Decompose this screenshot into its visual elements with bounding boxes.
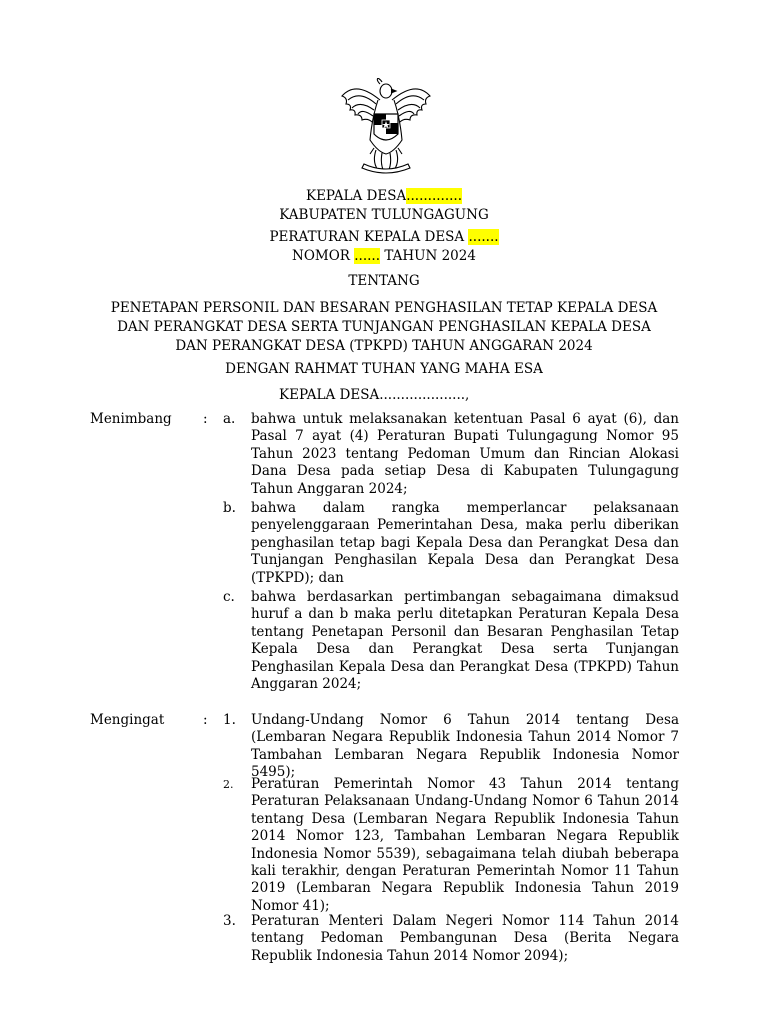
mengingat-item-text: Peraturan Menteri Dalam Negeri Nomor 114 Tahun 2014 tentang Pedoman Pembangunan Desa (Berita Negara Republik Indonesia Tahun 2014 Nomor 2094);: [251, 913, 679, 964]
kepala-desa-blank: .............: [406, 188, 462, 204]
kepala-desa-title: KEPALA DESA.............: [305, 188, 462, 204]
menimbang-item-text: bahwa berdasarkan pertimbangan sebagaimana dimaksud huruf a dan b maka perlu ditetapkan Peraturan Kepala Desa tentang Penetapan Personil dan Besaran Penghasilan Tetap Kepala Desa dan Perangkat Desa serta Tunjangan Penghasilan Kepala Desa dan Perangkat Desa (TPKPD) Tahun Anggaran 2024;: [251, 589, 679, 693]
garuda-emblem-icon: [336, 78, 436, 178]
regulation-title-line-1: PENETAPAN PERSONIL DAN BESARAN PENGHASILAN TETAP KEPALA DESA: [110, 300, 658, 316]
kepala-desa-line: KEPALA DESA....................,: [279, 387, 470, 403]
kabupaten-title: KABUPATEN TULUNGAGUNG: [279, 207, 489, 223]
tentang-heading: TENTANG: [348, 273, 420, 289]
menimbang-item-mark: c.: [223, 589, 235, 605]
menimbang-item-mark: b.: [223, 500, 236, 516]
mengingat-item-text: Undang-Undang Nomor 6 Tahun 2014 tentang Desa (Lembaran Negara Republik Indonesia Tahun 2014 Nomor 7 Tambahan Lembaran Negara Republik Indonesia Nomor 5495);: [251, 712, 679, 781]
mengingat-item-mark: 1.: [223, 712, 236, 728]
menimbang-item-text: bahwa untuk melaksanakan ketentuan Pasal 6 ayat (6), dan Pasal 7 ayat (4) Peraturan Bupati Tulungagung Nomor 95 Tahun 2023 tentang Pedoman Umum dan Rincian Alokasi Dana Desa pada setiap Desa di Kabupaten Tulungagung Tahun Anggaran 2024;: [251, 411, 679, 497]
nomor-line: NOMOR ...... TAHUN 2024: [292, 248, 476, 264]
menimbang-item-text: bahwa dalam rangka memperlancar pelaksanaan penyelenggaraan Pemerintahan Desa, maka perlu diberikan penghasilan tetap bagi Kepala Desa dan Perangkat Desa dan Tunjangan Penghasilan Kepala Desa dan Perangkat Desa (TPKPD); dan: [251, 500, 679, 586]
menimbang-item-mark: a.: [223, 411, 236, 427]
regulation-title: [0, 299, 768, 356]
menimbang-colon: :: [203, 411, 208, 427]
document-header: [0, 187, 768, 225]
peraturan-blank: .......: [468, 229, 499, 245]
rahmat-line: DENGAN RAHMAT TUHAN YANG MAHA ESA: [225, 361, 543, 377]
regulation-title-line-3: DAN PERANGKAT DESA (TPKPD) TAHUN ANGGARAN 2024: [175, 338, 593, 354]
regulation-number-block: [0, 228, 768, 266]
mengingat-item-mark: 3.: [223, 913, 236, 929]
mengingat-colon: :: [203, 712, 208, 728]
regulation-title-line-2: DAN PERANGKAT DESA SERTA TUNJANGAN PENGHASILAN KEPALA DESA: [117, 319, 651, 335]
nomor-blank: ......: [354, 248, 381, 264]
mengingat-item-text: Peraturan Pemerintah Nomor 43 Tahun 2014 tentang Peraturan Pelaksanaan Undang-Undang Nomor 6 Tahun 2014 tentang Desa (Lembaran Negara Republik Indonesia Tahun 2014 Nomor 123, Tambahan Lembaran Negara Republik Indonesia Nomor 5539), sebagaimana telah diubah beberapa kali terakhir, dengan Peraturan Pemerintah Nomor 11 Tahun 2019 (Lembaran Negara Republik Indonesia Tahun 2019 Nomor 41);: [251, 776, 679, 914]
mengingat-label: Mengingat: [90, 712, 165, 728]
peraturan-title: PERATURAN KEPALA DESA .......: [269, 229, 499, 245]
mengingat-item-mark: 2.: [223, 778, 234, 791]
menimbang-label: Menimbang: [90, 411, 172, 427]
